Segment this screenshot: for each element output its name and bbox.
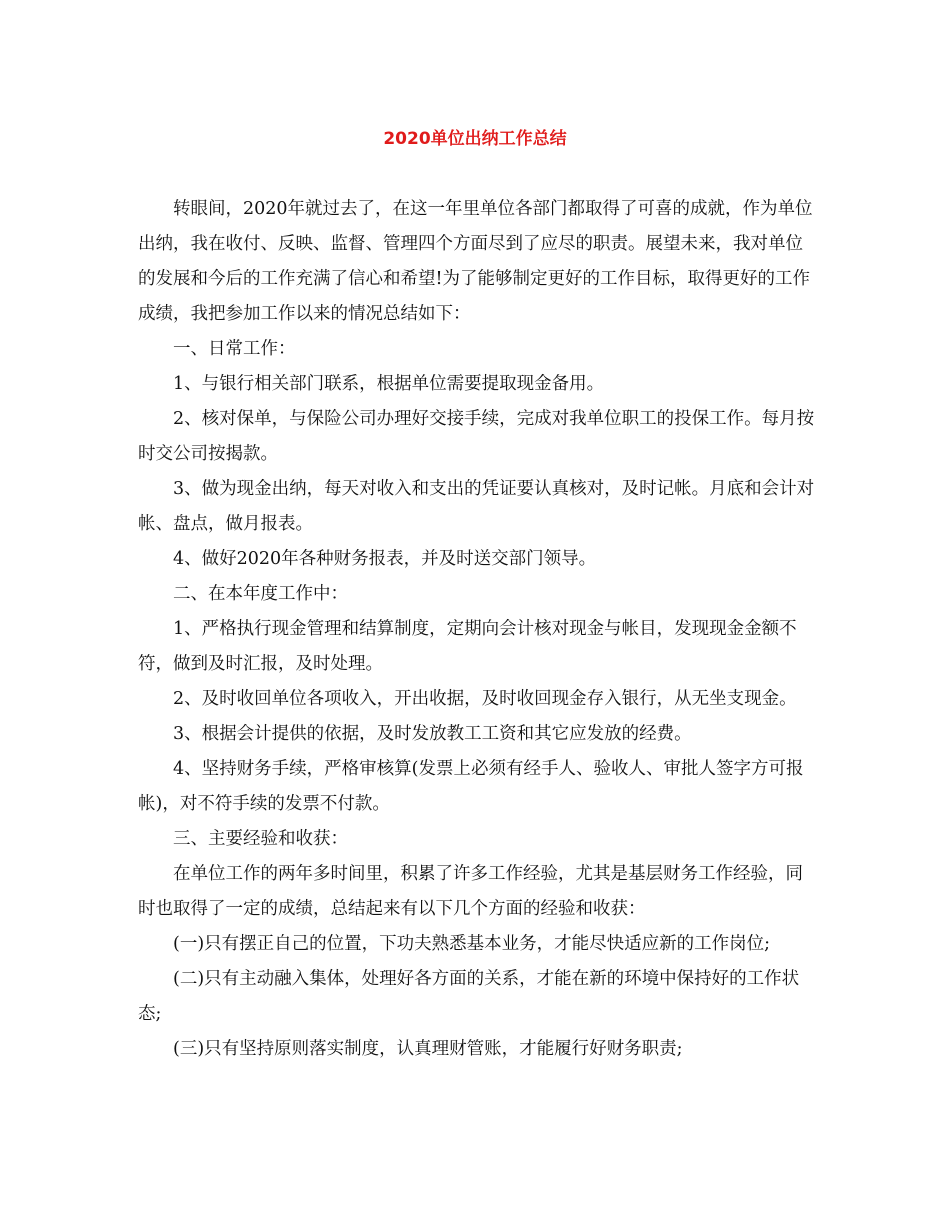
list-item: 2、核对保单，与保险公司办理好交接手续，完成对我单位职工的投保工作。每月按时交公司按揭款。 [138,409,815,464]
list-item: 3、根据会计提供的依据，及时发放教工工资和其它应发放的经费。 [173,724,692,744]
list-item: 3、做为现金出纳，每天对收入和支出的凭证要认真核对，及时记帐。月底和会计对帐、盘点，做月报表。 [138,479,815,534]
list-item: 1、与银行相关部门联系，根据单位需要提取现金备用。 [173,374,605,394]
list-item: 2、及时收回单位各项收入，开出收据，及时收回现金存入银行，从无坐支现金。 [173,689,797,709]
section-heading-experience: 三、主要经验和收获： [173,829,348,849]
section-heading-daily-work: 一、日常工作： [173,339,296,359]
list-item: 4、做好2020年各种财务报表，并及时送交部门领导。 [173,549,597,569]
document-title: 2020单位出纳工作总结 [383,129,567,149]
list-item: (一)只有摆正自己的位置，下功夫熟悉基本业务，才能尽快适应新的工作岗位; [173,934,771,954]
paragraph-intro: 转眼间，2020年就过去了，在这一年里单位各部门都取得了可喜的成就，作为单位出纳，我在收付、反映、监督、管理四个方面尽到了应尽的职责。展望未来，我对单位的发展和今后的工作充满了信心和希望!为了能够制定更好的工作目标，取得更好的工作成绩，我把参加工作以来的情况总结如下： [138,199,813,324]
list-item: 1、严格执行现金管理和结算制度，定期向会计核对现金与帐目，发现现金金额不符，做到及时汇报，及时处理。 [138,619,797,674]
list-item: (三)只有坚持原则落实制度，认真理财管账，才能履行好财务职责; [173,1039,683,1059]
document-body [138,192,818,1067]
paragraph-experience-intro: 在单位工作的两年多时间里，积累了许多工作经验，尤其是基层财务工作经验，同时也取得了一定的成绩，总结起来有以下几个方面的经验和收获： [138,864,803,919]
section-heading-this-year: 二、在本年度工作中： [173,584,348,604]
list-item: (二)只有主动融入集体，处理好各方面的关系，才能在新的环境中保持好的工作状态; [138,969,800,1024]
list-item: 4、坚持财务手续，严格审核算(发票上必须有经手人、验收人、审批人签字方可报帐)，对不符手续的发票不付款。 [138,759,804,814]
